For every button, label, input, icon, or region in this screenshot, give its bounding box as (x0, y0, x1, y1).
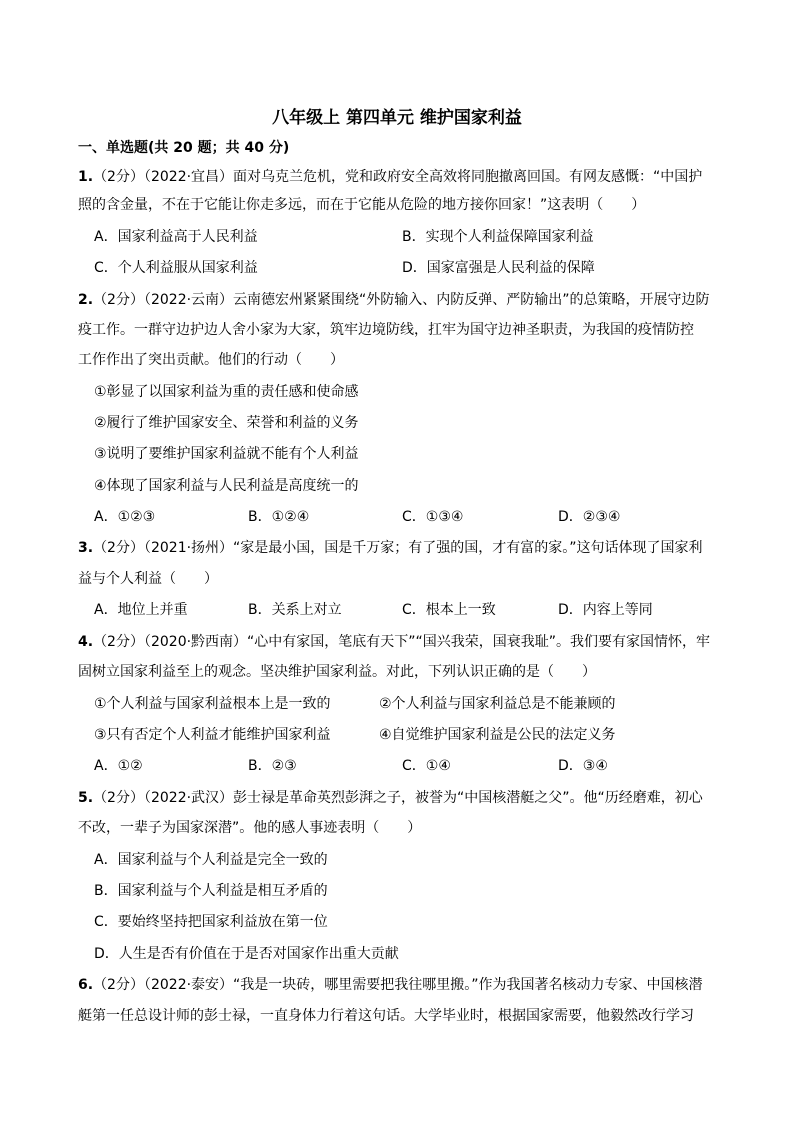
question-3-option-a: A．地位上并重 (94, 602, 188, 618)
question-1-line-2: 照的含金量，不在于它能让你走多远，而在于它能从危险的地方接你回家！”这表明（ ） (78, 197, 646, 213)
question-3-line-2: 益与个人利益（ ） (78, 571, 218, 587)
question-4-line-2: 固树立国家利益至上的观念。坚决维护国家利益。对此，下列认识正确的是（ ） (78, 664, 596, 680)
question-5-option-a: A．国家利益与个人利益是完全一致的 (94, 852, 328, 868)
question-number: 5. (78, 790, 94, 806)
question-3-option-d: D．内容上等同 (558, 602, 653, 618)
question-2-statement-1: ①彰显了以国家利益为重的责任感和使命感 (94, 384, 359, 400)
question-4-statement-4: ④自觉维护国家利益是公民的法定义务 (379, 727, 616, 743)
question-5-option-d: D．人生是否有价值在于是否对国家作出重大贡献 (94, 946, 399, 962)
question-1-option-b: B．实现个人利益保障国家利益 (402, 229, 594, 245)
question-2-statement-3: ③说明了要维护国家利益就不能有个人利益 (94, 446, 359, 462)
question-2-option-c: C．①③④ (402, 509, 464, 525)
question-6-line-1: 6.（2分）（2022·泰安）“我是一块砖，哪里需要把我往哪里搬。”作为我国著名核动力专家、中国核潜 (78, 977, 703, 993)
question-5-option-b: B．国家利益与个人利益是相互矛盾的 (94, 883, 328, 899)
question-1-line-1: 1.（2分）（2022·宜昌）面对乌克兰危机，党和政府安全高效将同胞撤离回国。有网友感慨：“中国护 (78, 169, 703, 185)
question-1-option-d: D．国家富强是人民利益的保障 (402, 260, 595, 276)
question-4-option-c: C．①④ (402, 758, 451, 774)
question-2-line-1: 2.（2分）（2022·云南）云南德宏州紧紧围绕“外防输入、内防反弹、严防输出”的总策略，开展守边防 (78, 292, 710, 308)
question-2-option-b: B．①②④ (248, 509, 310, 525)
question-2-statement-4: ④体现了国家利益与人民利益是高度统一的 (94, 478, 359, 494)
question-number: 3. (78, 540, 94, 556)
question-4-option-b: B．②③ (248, 758, 297, 774)
question-3-option-c: C．根本上一致 (402, 602, 496, 618)
question-number: 1. (78, 169, 94, 185)
question-2-line-3: 工作作出了突出贡献。他们的行动（ ） (78, 352, 344, 368)
section-heading: 一、单选题(共 20 题；共 40 分) (78, 140, 290, 156)
question-number: 2. (78, 292, 94, 308)
question-4-line-1: 4.（2分）（2020·黔西南）“心中有家国，笔底有天下”“国兴我荣，国衰我耻”。我们要有家国情怀，牢 (78, 634, 711, 650)
question-5-option-c: C．要始终坚持把国家利益放在第一位 (94, 914, 328, 930)
question-2-option-a: A．①②③ (94, 509, 156, 525)
question-4-statement-2: ②个人利益与国家利益总是不能兼顾的 (379, 696, 616, 712)
question-2-statement-2: ②履行了维护国家安全、荣誉和利益的义务 (94, 415, 359, 431)
question-4-statement-3: ③只有否定个人利益才能维护国家利益 (94, 727, 331, 743)
question-3-line-1: 3.（2分）（2021·扬州）“家是最小国，国是千万家；有了强的国，才有富的家。”这句话体现了国家利 (78, 540, 703, 556)
question-2-line-2: 疫工作。一群守边护边人舍小家为大家，筑牢边境防线，扛牢为国守边神圣职责，为我国的疫情防控 (78, 322, 694, 338)
question-1-option-a: A．国家利益高于人民利益 (94, 229, 258, 245)
question-4-option-d: D．③④ (558, 758, 608, 774)
question-5-line-1: 5.（2分）（2022·武汉）彭士禄是革命英烈彭湃之子，被誉为“中国核潜艇之父”。他“历经磨难，初心 (78, 790, 703, 806)
question-2-option-d: D．②③④ (558, 509, 621, 525)
question-4-statement-1: ①个人利益与国家利益根本上是一致的 (94, 696, 331, 712)
question-1-option-c: C．个人利益服从国家利益 (94, 260, 258, 276)
question-number: 6. (78, 977, 94, 993)
question-number: 4. (78, 634, 94, 650)
question-4-option-a: A．①② (94, 758, 143, 774)
question-5-line-2: 不改，一辈子为国家深潜”。他的感人事迹表明（ ） (78, 820, 422, 836)
question-3-option-b: B．关系上对立 (248, 602, 342, 618)
question-6-line-2: 艇第一任总设计师的彭士禄，一直身体力行着这句话。大学毕业时，根据国家需要，他毅然改行学习 (78, 1008, 694, 1024)
page-title: 八年级上 第四单元 维护国家利益 (272, 108, 522, 128)
